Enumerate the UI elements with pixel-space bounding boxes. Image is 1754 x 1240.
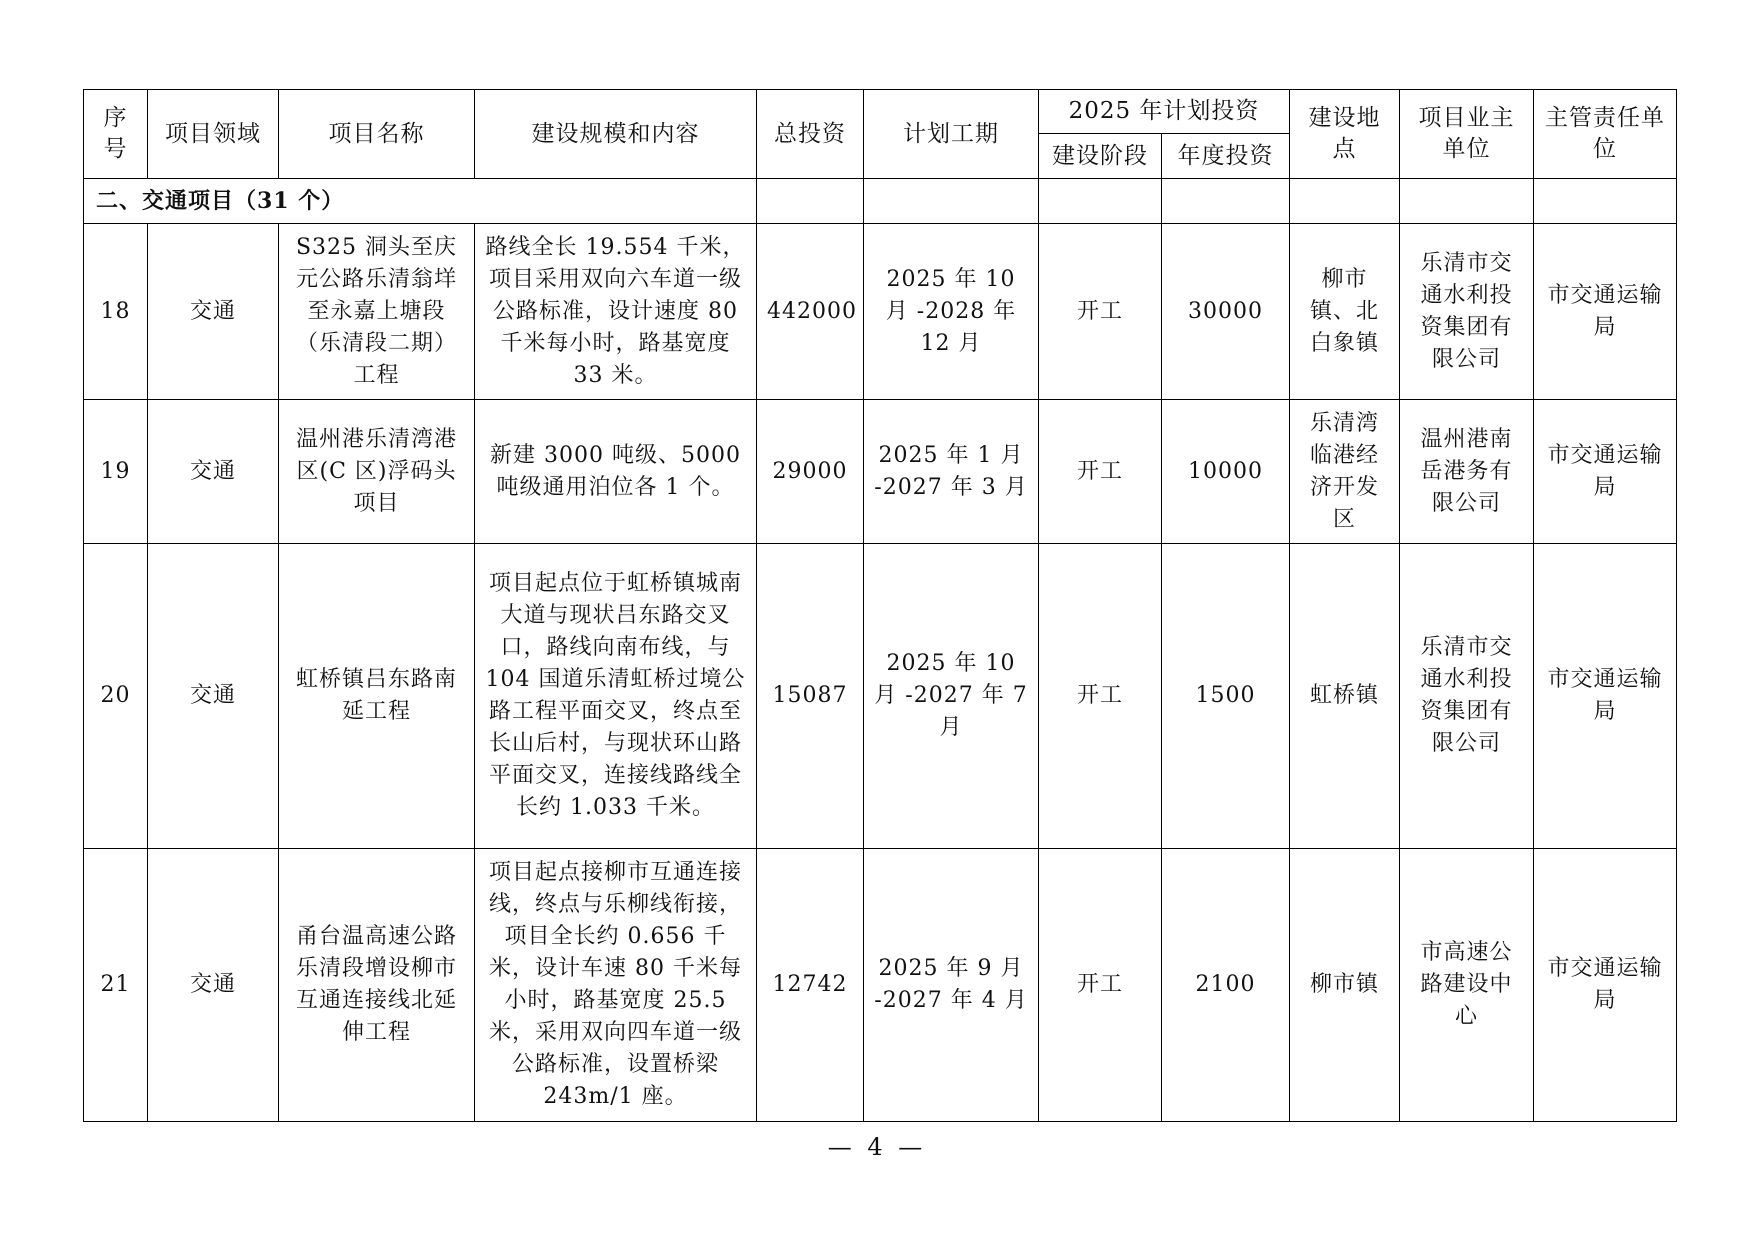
cell-domain: 交通	[148, 849, 279, 1122]
cell-seq: 20	[84, 544, 148, 849]
cell-domain: 交通	[148, 224, 279, 400]
cell-supervisor: 市交通运输局	[1534, 544, 1677, 849]
cell-stage: 开工	[1039, 544, 1162, 849]
header-plan-group: 2025 年计划投资	[1039, 90, 1290, 134]
header-annual: 年度投资	[1162, 134, 1290, 179]
cell-domain: 交通	[148, 400, 279, 544]
cell-total: 12742	[757, 849, 864, 1122]
header-location: 建设地点	[1290, 90, 1400, 179]
cell-scale: 项目起点接柳市互通连接线，终点与乐柳线衔接，项目全长约 0.656 千米，设计车速 80 千米每小时，路基宽度 25.5 米，采用双向四车道一级公路标准，设置桥梁 243m/1 座。	[475, 849, 757, 1122]
table-row	[84, 849, 1677, 1122]
section-row	[84, 179, 1677, 224]
cell-name: 虹桥镇吕东路南延工程	[279, 544, 475, 849]
cell-name: 甬台温高速公路乐清段增设柳市互通连接线北延伸工程	[279, 849, 475, 1122]
header-seq: 序号	[84, 90, 148, 179]
cell-seq: 18	[84, 224, 148, 400]
cell-period: 2025 年 10 月 -2028 年 12 月	[864, 224, 1039, 400]
cell-scale: 路线全长 19.554 千米，项目采用双向六车道一级公路标准，设计速度 80 千米每小时，路基宽度 33 米。	[475, 224, 757, 400]
cell-seq: 21	[84, 849, 148, 1122]
cell-owner: 温州港南岳港务有限公司	[1400, 400, 1534, 544]
cell-owner: 乐清市交通水利投资集团有限公司	[1400, 224, 1534, 400]
cell-name: S325 洞头至庆元公路乐清翁垟至永嘉上塘段（乐清段二期）工程	[279, 224, 475, 400]
cell-annual: 10000	[1162, 400, 1290, 544]
cell-total: 15087	[757, 544, 864, 849]
header-domain: 项目领域	[148, 90, 279, 179]
cell-period: 2025 年 1 月 -2027 年 3 月	[864, 400, 1039, 544]
header-period: 计划工期	[864, 90, 1039, 179]
section-title: 二、交通项目（31 个）	[84, 179, 757, 224]
cell-period: 2025 年 9 月 -2027 年 4 月	[864, 849, 1039, 1122]
cell-scale: 新建 3000 吨级、5000 吨级通用泊位各 1 个。	[475, 400, 757, 544]
table-row	[84, 224, 1677, 400]
header-owner: 项目业主单位	[1400, 90, 1534, 179]
cell-location: 虹桥镇	[1290, 544, 1400, 849]
cell-scale: 项目起点位于虹桥镇城南大道与现状吕东路交叉口，路线向南布线，与 104 国道乐清虹桥过境公路工程平面交叉，终点至长山后村，与现状环山路平面交叉，连接线路线全长约 1.033 千米。	[475, 544, 757, 849]
cell-location: 柳市镇、北白象镇	[1290, 224, 1400, 400]
cell-supervisor: 市交通运输局	[1534, 849, 1677, 1122]
header-supervisor: 主管责任单位	[1534, 90, 1677, 179]
project-table	[83, 89, 1677, 1122]
cell-name: 温州港乐清湾港区(C 区)浮码头项目	[279, 400, 475, 544]
table-row	[84, 400, 1677, 544]
cell-stage: 开工	[1039, 224, 1162, 400]
header-scale: 建设规模和内容	[475, 90, 757, 179]
header-name: 项目名称	[279, 90, 475, 179]
cell-owner: 乐清市交通水利投资集团有限公司	[1400, 544, 1534, 849]
cell-supervisor: 市交通运输局	[1534, 224, 1677, 400]
header-row-top	[84, 90, 1677, 134]
page-number: — 4 —	[827, 1133, 927, 1161]
cell-owner: 市高速公路建设中心	[1400, 849, 1534, 1122]
header-total: 总投资	[757, 90, 864, 179]
table-row	[84, 544, 1677, 849]
cell-total: 442000	[757, 224, 864, 400]
cell-stage: 开工	[1039, 849, 1162, 1122]
cell-supervisor: 市交通运输局	[1534, 400, 1677, 544]
cell-annual: 1500	[1162, 544, 1290, 849]
cell-total: 29000	[757, 400, 864, 544]
cell-annual: 2100	[1162, 849, 1290, 1122]
cell-location: 乐清湾临港经济开发区	[1290, 400, 1400, 544]
cell-location: 柳市镇	[1290, 849, 1400, 1122]
cell-period: 2025 年 10 月 -2027 年 7 月	[864, 544, 1039, 849]
cell-domain: 交通	[148, 544, 279, 849]
cell-stage: 开工	[1039, 400, 1162, 544]
header-stage: 建设阶段	[1039, 134, 1162, 179]
cell-seq: 19	[84, 400, 148, 544]
cell-annual: 30000	[1162, 224, 1290, 400]
